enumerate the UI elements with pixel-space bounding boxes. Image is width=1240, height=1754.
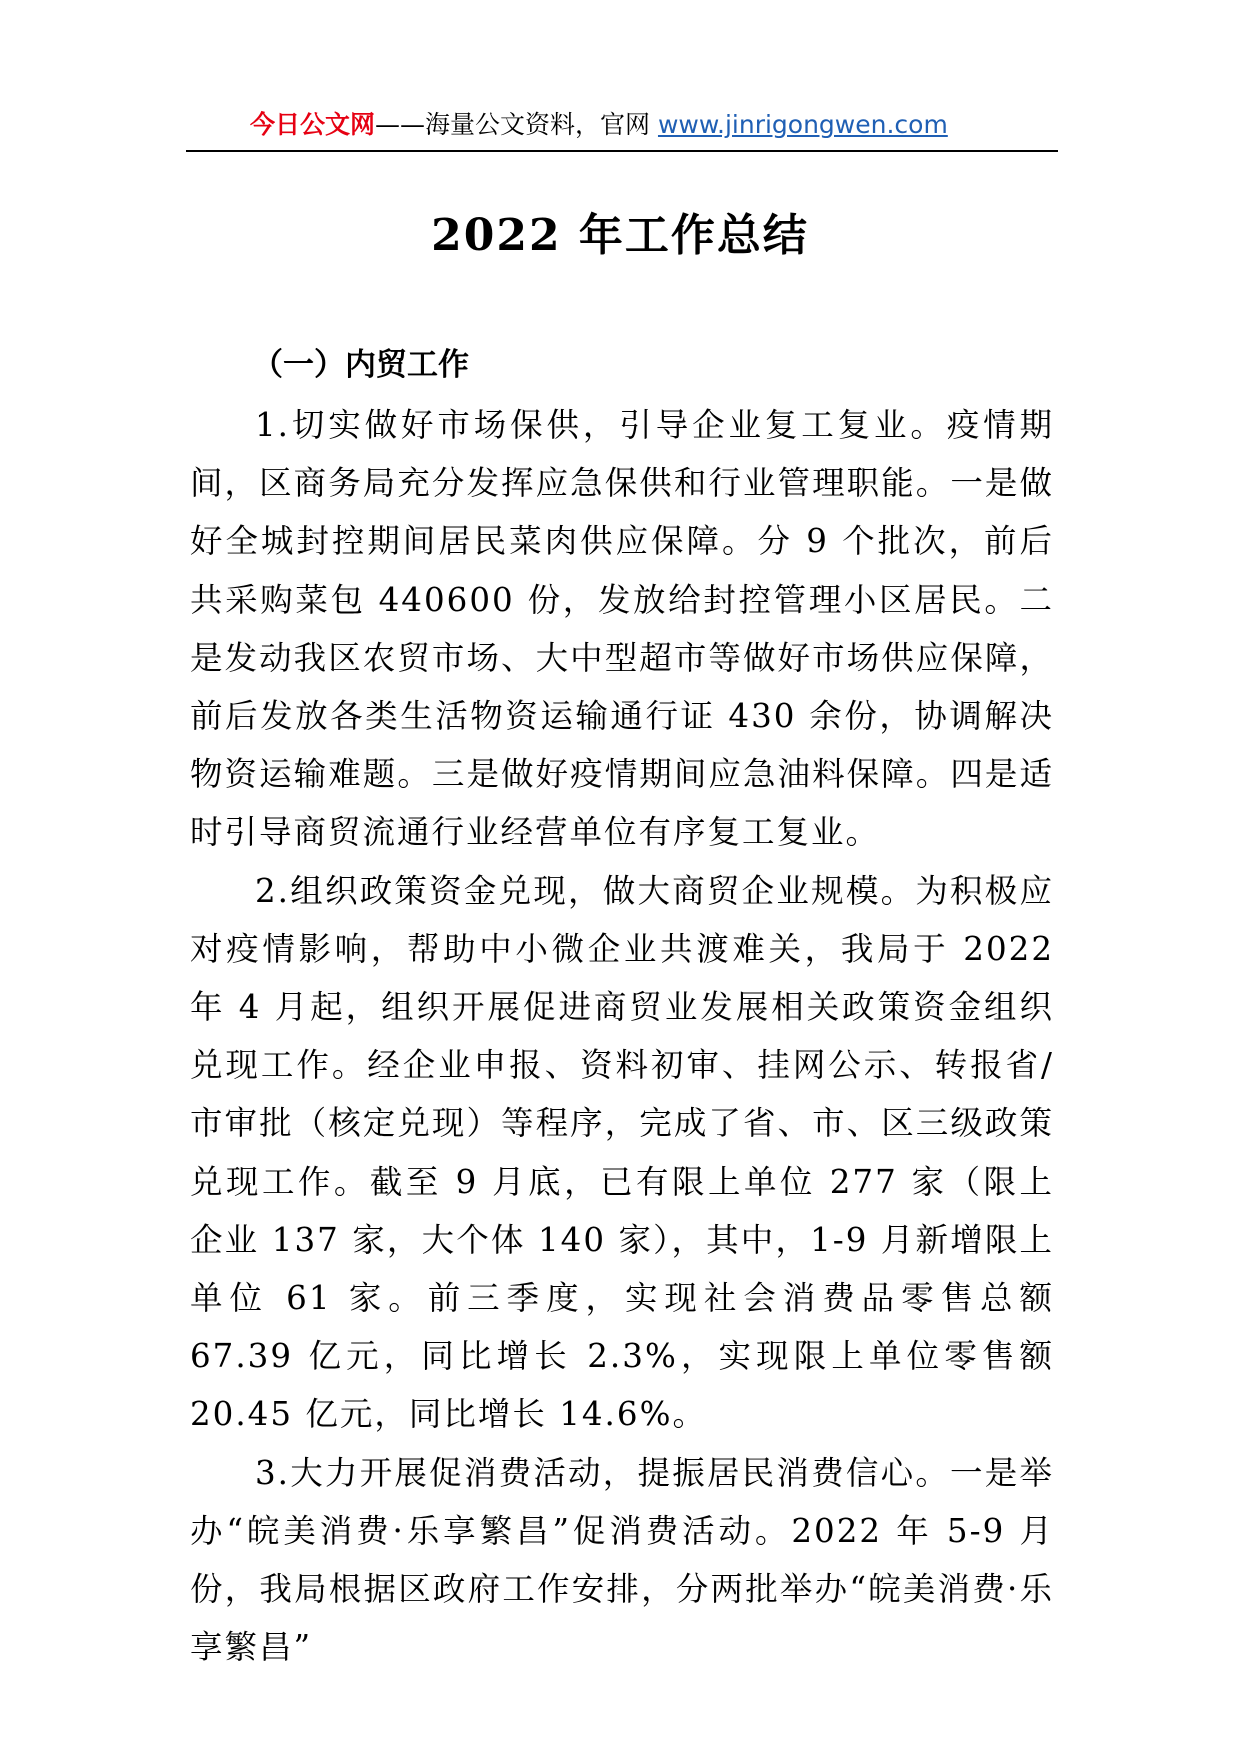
section-heading: （一）内贸工作 [252, 347, 469, 383]
body-text [190, 396, 1054, 1676]
paragraph-1: 1.切实做好市场保供，引导企业复工复业。疫情期间，区商务局充分发挥应急保供和行业管理职能。一是做好全城封控期间居民菜肉供应保障。分 9 个批次，前后共采购菜包 440600 份，发放给封控管理小区居民。二是发动我区农贸市场、大中型超市等做好市场供应保障，前后发放各类生活物资运输通行证 430 余份，协调解决物资运输难题。三是做好疫情期间应急油料保障。四是适时引导商贸流通行业经营单位有序复工复业。 [190, 406, 1054, 852]
page-title: 2022 年工作总结 [431, 210, 809, 261]
paragraph-3: 3.大力开展促消费活动，提振居民消费信心。一是举办“皖美消费·乐享繁昌”促消费活动。2022 年 5-9 月份，我局根据区政府工作安排，分两批举办“皖美消费·乐享繁昌” [190, 1453, 1054, 1667]
header-url-link[interactable]: www.jinrigongwen.com [657, 110, 948, 139]
header-line [250, 110, 948, 140]
header-slogan: ——海量公文资料，官网 [375, 110, 658, 139]
document-header [186, 104, 1058, 152]
paragraph-2: 2.组织政策资金兑现，做大商贸企业规模。为积极应对疫情影响，帮助中小微企业共渡难关，我局于 2022 年 4 月起，组织开展促进商贸业发展相关政策资金组织兑现工作。经企业申报、资料初审、挂网公示、转报省/市审批（核定兑现）等程序，完成了省、市、区三级政策兑现工作。截至 9 月底，已有限上单位 277 家（限上企业 137 家，大个体 140 家），其中，1-9 月新增限上单位 61 家。前三季度，实现社会消费品零售总额 67.39 亿元，同比增长 2.3%，实现限上单位零售额 20.45 亿元，同比增长 14.6%。 [190, 871, 1054, 1434]
header-brand: 今日公文网 [250, 110, 376, 139]
